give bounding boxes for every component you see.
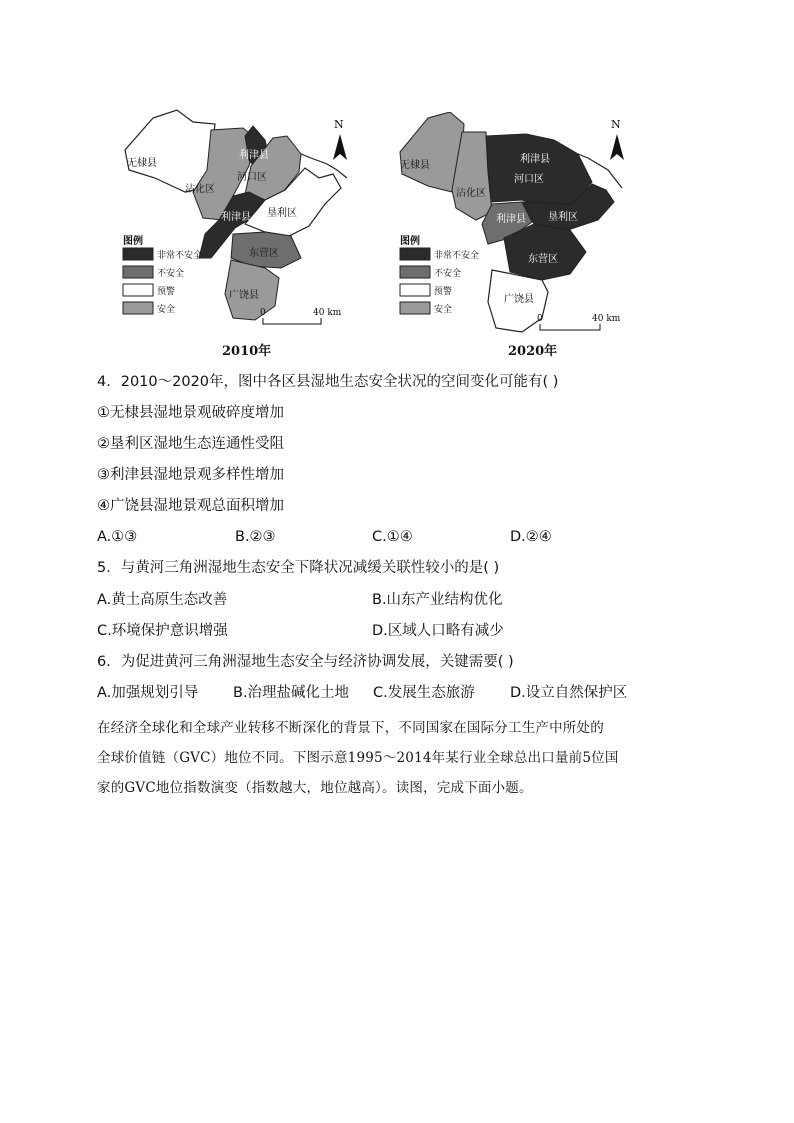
legend-title: 图例 xyxy=(400,236,420,247)
north-arrow-icon xyxy=(610,134,624,160)
scale-zero: 0 xyxy=(260,308,266,318)
q6-stem: 6．为促进黄河三角洲湿地生态安全与经济协调发展，关键需要( ) xyxy=(97,654,514,670)
label-hekou-north: 利津县 xyxy=(239,150,269,161)
scale-dist: 40 km xyxy=(592,314,621,324)
label-wudi: 无棣县 xyxy=(400,160,430,171)
legend-swatch-4 xyxy=(123,302,153,314)
scale-zero: 0 xyxy=(537,314,543,324)
passage-line-3: 家的GVC地位指数演变（指数越大，地位越高）。读图，完成下面小题。 xyxy=(97,780,533,796)
label-hekou: 河口区 xyxy=(237,172,267,183)
legend-swatch-1 xyxy=(123,248,153,260)
passage-line-1: 在经济全球化和全球产业转移不断深化的背景下，不同国家在国际分工生产中所处的 xyxy=(97,720,604,736)
legend-swatch-4 xyxy=(400,302,430,314)
legend-label-2: 不安全 xyxy=(434,269,462,279)
q5-option-b[interactable]: B.山东产业结构优化 xyxy=(372,592,503,608)
label-lijin-north: 利津县 xyxy=(520,154,550,165)
label-wudi: 无棣县 xyxy=(127,158,157,169)
label-hekou: 河口区 xyxy=(514,174,544,185)
map-2020 xyxy=(392,112,632,337)
q4-stem: 4．2010～2020年，图中各区县湿地生态安全状况的空间变化可能有( ) xyxy=(97,374,559,390)
scale-bar xyxy=(263,318,321,324)
label-lijin: 利津县 xyxy=(496,214,526,225)
label-zhanhua: 沾化区 xyxy=(456,188,486,199)
legend-label-3: 预警 xyxy=(157,287,176,297)
q5-stem: 5．与黄河三角洲湿地生态安全下降状况减缓关联性较小的是( ) xyxy=(97,560,500,576)
q4-item-4: ④广饶县湿地景观总面积增加 xyxy=(97,498,284,514)
q4-option-d[interactable]: D.②④ xyxy=(510,529,552,545)
label-kenli: 垦利区 xyxy=(548,212,578,223)
q4-item-3: ③利津县湿地景观多样性增加 xyxy=(97,467,284,483)
passage-line-2: 全球价值链（GVC）地位不同。下图示意1995～2014年某行业全球总出口量前5位国 xyxy=(97,750,619,766)
q5-option-a[interactable]: A.黄土高原生态改善 xyxy=(97,592,228,608)
legend-swatch-3 xyxy=(123,284,153,296)
q4-item-2: ②垦利区湿地生态连通性受阻 xyxy=(97,436,284,452)
legend-swatch-2 xyxy=(400,266,430,278)
label-zhanhua: 沾化区 xyxy=(185,184,215,195)
map-year-2010: 2010年 xyxy=(222,344,272,359)
legend-swatch-1 xyxy=(400,248,430,260)
legend-label-2: 不安全 xyxy=(157,269,185,279)
north-label: N xyxy=(611,118,621,131)
label-guangrao: 广饶县 xyxy=(229,290,259,301)
north-label: N xyxy=(334,118,344,131)
label-dongying: 东营区 xyxy=(528,254,558,265)
legend-label-4: 安全 xyxy=(157,305,176,315)
q6-option-a[interactable]: A.加强规划引导 xyxy=(97,685,199,701)
q5-option-c[interactable]: C.环境保护意识增强 xyxy=(97,623,228,639)
q4-option-c[interactable]: C.①④ xyxy=(372,529,413,545)
q5-option-d[interactable]: D.区域人口略有减少 xyxy=(372,623,504,639)
q6-option-b[interactable]: B.治理盐碱化土地 xyxy=(233,685,350,701)
legend-label-1: 非常不安全 xyxy=(157,251,203,261)
label-kenli: 垦利区 xyxy=(267,208,297,219)
legend-swatch-2 xyxy=(123,266,153,278)
label-dongying: 东营区 xyxy=(249,248,279,259)
legend-label-3: 预警 xyxy=(434,287,453,297)
q4-item-1: ①无棣县湿地景观破碎度增加 xyxy=(97,405,284,421)
legend-title: 图例 xyxy=(123,236,143,247)
legend-swatch-3 xyxy=(400,284,430,296)
label-guangrao: 广饶县 xyxy=(504,294,534,305)
legend-label-1: 非常不安全 xyxy=(434,251,480,261)
label-lijin: 利津县 xyxy=(221,212,251,223)
map-2010 xyxy=(115,108,355,333)
north-arrow-icon xyxy=(333,134,347,160)
q4-option-a[interactable]: A.①③ xyxy=(97,529,138,545)
legend-label-4: 安全 xyxy=(434,305,453,315)
scale-dist: 40 km xyxy=(313,308,342,318)
map-year-2020: 2020年 xyxy=(508,344,558,359)
q4-option-b[interactable]: B.②③ xyxy=(235,529,276,545)
scale-bar xyxy=(540,324,600,330)
q6-option-d[interactable]: D.设立自然保护区 xyxy=(510,685,628,701)
q6-option-c[interactable]: C.发展生态旅游 xyxy=(373,685,475,701)
